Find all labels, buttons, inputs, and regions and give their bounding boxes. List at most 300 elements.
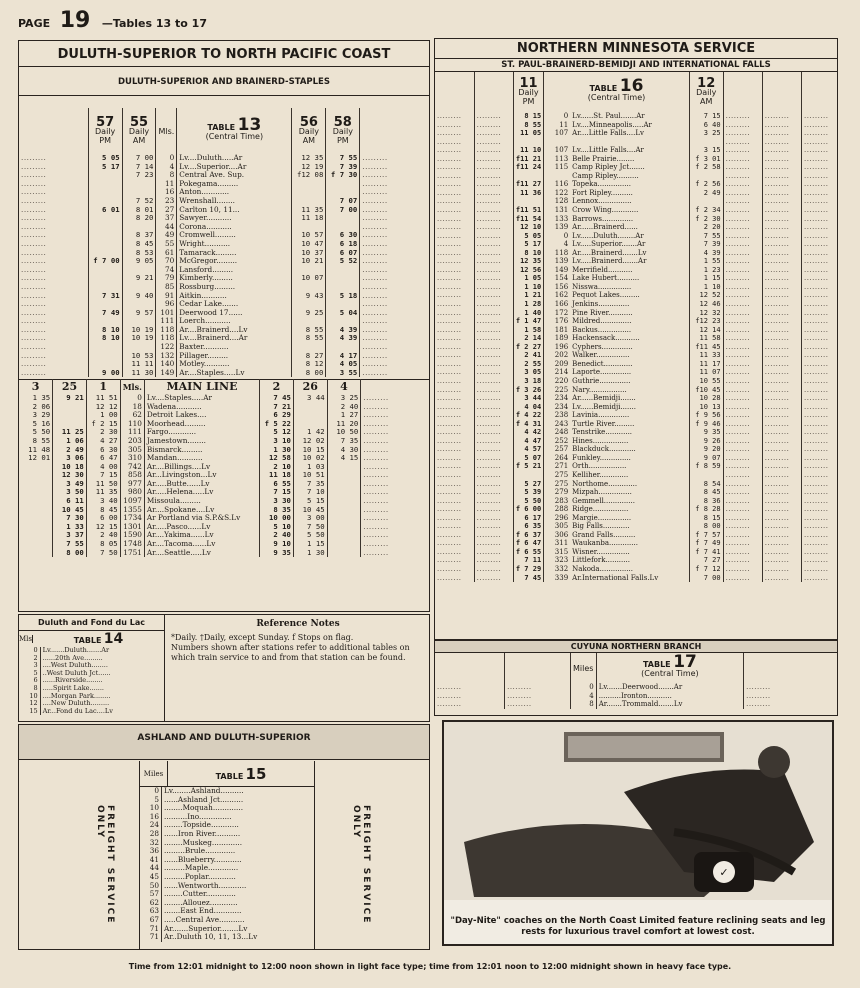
timetable-cell bbox=[326, 180, 360, 189]
timetable-cell: 1 58 bbox=[513, 326, 543, 335]
timetable-cell bbox=[122, 180, 156, 189]
page-number: 19 bbox=[59, 8, 91, 33]
table-row bbox=[19, 463, 429, 472]
timetable-cell bbox=[88, 180, 122, 189]
dot-leader: ......... bbox=[723, 223, 762, 232]
timetable-cell bbox=[88, 352, 122, 361]
dot-leader: ......... bbox=[801, 505, 837, 514]
table-row bbox=[19, 693, 164, 701]
timetable-cell: 209 Benedict............. bbox=[544, 360, 690, 369]
dot-leader: ......... bbox=[360, 300, 429, 309]
dot-leader: ......... bbox=[723, 197, 762, 206]
timetable-cell bbox=[122, 188, 156, 197]
timetable-cell: 7 50 bbox=[86, 549, 120, 558]
timetable-cell: 7 45 bbox=[260, 394, 294, 403]
dot-leader: ......... bbox=[801, 514, 837, 523]
timetable-cell: 140 bbox=[156, 360, 177, 369]
timetable-cell: 11 48 bbox=[28, 445, 51, 454]
timetable-cell: 10 45 bbox=[53, 506, 87, 515]
timetable-cell: Sawyer........... bbox=[177, 214, 292, 223]
table-14-grid bbox=[19, 647, 164, 715]
dot-leader: ......... bbox=[762, 291, 801, 300]
timetable-cell: 1301 bbox=[120, 523, 144, 532]
dot-leader: ......... bbox=[801, 309, 837, 318]
timetable-cell bbox=[19, 497, 53, 506]
timetable-cell: 7 21 bbox=[260, 403, 294, 412]
timetable-cell: 7 52 bbox=[122, 197, 156, 206]
table-row bbox=[19, 514, 429, 523]
timetable-cell: 8 20 bbox=[122, 214, 156, 223]
timetable-cell bbox=[689, 471, 723, 480]
table-row bbox=[19, 437, 429, 446]
table-row bbox=[19, 223, 429, 232]
timetable-cell: 131 Crow Wing............ bbox=[544, 206, 690, 215]
timetable-cell bbox=[122, 300, 156, 309]
timetable-cell: 37 bbox=[156, 214, 177, 223]
timetable-cell bbox=[327, 549, 361, 558]
timetable-cell: Anton............ bbox=[177, 188, 292, 197]
timetable-cell: 248 Tenstrike............ bbox=[544, 428, 690, 437]
timetable-cell: 9 21 bbox=[122, 274, 156, 283]
dot-leader: ......... bbox=[801, 368, 837, 377]
dot-leader: ......... bbox=[437, 300, 462, 309]
timetable-cell: 4 15 bbox=[327, 454, 361, 463]
dot-leader: ......... bbox=[361, 454, 429, 463]
table-17-number: 17 bbox=[673, 653, 697, 672]
dot-leader: ......... bbox=[361, 514, 429, 523]
timetable-cell: ....Morgan Park........ bbox=[40, 693, 164, 701]
table-16-grid: 11 Daily PM TABLE 16 (Central Time) 12 Daily AM ......... ......... 8 15 0 Lv......St. Paul.......Ar 7 15 ......... ......... ......... ......... ......... 8 55 11 Lv....Minneapolis.....Ar 6 40 ......... ......... ......... ......... ......... 11 05 107 Ar....Little Falls....Lv 3 25 ......... ......... ......... ......... ......... ......... ......... ......... ......... ......... 11 10 107 Lv....Little Falls....Ar 3 15 ......... ......... ......... ......... ......... f11 21 113 Belle Prairie........ f 3 01 ......... ......... ......... ......... ......... f11 24 115 Camp Ripley Jct....... f 2 58 ......... ......... ......... ......... ......... Camp Ripley.......... ......... ......... ......... ......... ......... f11 27 116 Topeka............... f 2 56 ......... ......... ......... ......... ......... 11 36 122 Fort Ripley.......... 2 49 ......... ......... ......... ......... ......... 128 Lennox............... ......... ......... ......... ......... ......... f11 51 131 Crow Wing............ f 2 34 ......... ......... ......... ......... ......... f11 54 133 Barrows.............. f 2 30 ......... ......... ......... ......... ......... 12 10 139 Ar......Brainerd...... 2 20 ......... ......... ......... ......... ......... 5 05 0 Lv......Duluth........Ar 7 55 ......... ......... ......... ......... ......... 5 17 4 Lv.....Superior.......Ar 7 39 ......... ......... ......... ......... ......... 8 10 118 Ar.....Brainerd.......Lv 4 39 ......... ......... ......... ......... ......... 12 35 139 Lv.....Brainerd.......Ar 1 55 ......... ......... ......... ......... ......... 12 56 149 Merrifield........... 1 23 ......... ......... ......... ......... ......... 1 05 154 Lake Hubert.......... 1 15 ......... ......... ......... ......... ......... 1 10 156 Nisswa............... 1 10 ......... ......... ......... ......... ......... 1 21 162 Pequot Lakes......... 12 52 ......... ......... ......... ......... ......... 1 28 166 Jenkins.............. 12 46 ......... ......... ......... ......... ......... 1 40 172 Pine River........... 12 32 ......... ......... ......... ......... ......... f 1 47 176 Mildred.............. f12 23 ......... ......... ......... ......... ......... 1 58 181 Backus............... 12 14 ......... ......... ......... ......... ......... 2 14 189 Hackensack........... 11 58 ......... ......... ......... ......... ......... f 2 27 196 Cyphers.............. f11 45 ......... ......... ......... ......... ......... 2 41 202 Walker............... 11 33 ......... ......... ......... ......... ......... 2 55 209 Benedict............. 11 17 ......... ......... ......... ......... ......... 3 05 214 Laporte.............. 11 07 ......... ......... ......... ......... ......... 3 18 220 Guthrie.............. 10 55 ......... ......... ......... ......... ......... f 3 26 225 Nary................. f10 45 ......... ......... ......... ......... ......... 3 44 234 Ar......Bemidji....... 10 28 ......... ......... ......... ......... ......... 4 04 234 Lv......Bemidji....... 10 13 ......... ......... ......... ......... ......... f 4 22 238 Lavinia.............. f 9 56 ......... ......... ......... ......... ......... f 4 31 243 Turtle River......... f 9 46 ......... ......... ......... ......... ......... 4 42 248 Tenstrike............ 9 35 ......... ......... ......... ......... ......... 4 47 252 Hines................ 9 26 ......... ......... ......... ......... ......... 4 57 257 Blackduck............ 9 20 ......... ......... ......... ......... ......... 5 07 264 Funkley.............. 9 07 ......... ......... ......... ......... ......... f 5 21 271 Orth................. f 8 59 ......... ......... ......... ......... ......... 275 Kelliher............. ......... ......... ......... ......... ......... 5 27 275 Northome............. 8 54 ......... ......... ......... ......... ......... 5 39 279 Mizpah............... 8 45 ......... ......... ......... ......... ......... 5 50 283 Gemmell.............. 8 36 ......... ......... ......... ......... ......... f 6 00 288 Ridge................ f 8 28 ......... ......... ......... ......... ......... 6 17 296 Margie............... 8 15 ......... ......... ......... ......... ......... 6 35 305 Big Falls............ 8 00 ......... ......... ......... ......... ......... f 6 37 306 Grand Falls.......... f 7 57 ......... ......... ......... ......... ......... f 6 47 311 Waukanba............. f 7 49 ......... ......... ......... ......... ......... f 6 55 315 Wisner............... f 7 41 ......... ......... ......... ......... ......... 7 11 323 Littlefork........... 7 27 ......... ......... ......... ......... ......... f 7 29 332 Nakoda............... f 7 12 ......... ......... ......... ......... ......... 7 45 339 Ar.International Falls.Lv 7 00 ......... ......... ......... bbox=[435, 72, 837, 582]
dot-leader: ......... bbox=[762, 420, 801, 429]
dot-leader: ......... bbox=[801, 172, 837, 181]
dot-leader: ......... bbox=[801, 266, 837, 275]
table-row bbox=[435, 180, 837, 189]
dot-leader: ......... bbox=[801, 574, 837, 583]
miles-value: 189 bbox=[554, 334, 569, 343]
timetable-cell: 9 35 bbox=[689, 428, 723, 437]
timetable-cell: Ar...Fond du Lac....Lv bbox=[40, 708, 164, 716]
dot-leader: ......... bbox=[801, 445, 837, 454]
timetable-cell bbox=[53, 411, 87, 420]
table-row bbox=[435, 300, 837, 309]
dot-leader: ......... bbox=[21, 343, 47, 352]
dot-leader: ......... bbox=[437, 556, 462, 565]
table-row bbox=[19, 369, 429, 378]
dot-leader: ......... bbox=[762, 351, 801, 360]
timetable-cell: 5 16 bbox=[32, 419, 51, 428]
dot-leader: ......... bbox=[762, 548, 801, 557]
timetable-cell: 113 Belle Prairie........ bbox=[544, 155, 690, 164]
table-row bbox=[435, 574, 837, 583]
timetable-cell: 7 45 bbox=[513, 574, 543, 583]
table-16-box bbox=[434, 38, 838, 640]
timetable-cell: 5 27 bbox=[513, 480, 543, 489]
dot-leader: ......... bbox=[474, 480, 513, 489]
table-row bbox=[19, 274, 429, 283]
dot-leader: ......... bbox=[723, 180, 762, 189]
dot-leader: ......... bbox=[21, 274, 47, 283]
dot-leader: ......... bbox=[437, 240, 462, 249]
timetable-cell: 305 bbox=[120, 446, 144, 455]
timetable-cell: 12 01 bbox=[28, 454, 51, 463]
dot-leader: ......... bbox=[474, 488, 513, 497]
timetable-cell: 3 25 bbox=[689, 129, 723, 138]
timetable-cell: 1 10 bbox=[689, 283, 723, 292]
timetable-cell: 1 10 bbox=[513, 283, 543, 292]
miles-value: 248 bbox=[554, 428, 569, 437]
dot-leader: ......... bbox=[762, 163, 801, 172]
timetable-cell bbox=[292, 180, 326, 189]
timetable-cell: 9 57 bbox=[122, 309, 156, 318]
dot-leader: ......... bbox=[437, 308, 462, 317]
dot-leader: ......... bbox=[437, 342, 462, 351]
table-13-grid: 57 Daily PM 55 Daily AM Mls. TABLE 13 (Central Time) 56 Daily AM 58 Daily PM ......... 5 05 7 00 0 Lv....Duluth.....Ar 12 35 7 55 ......... ......... 5 17 7 14 4 Lv....Superior....Ar 12 19 7 39 ......... ......... 7 23 8 Central Ave. Sup. f12 08 f 7 30 ......... ......... 11 Pokegama......... ......... ......... 16 Anton............ ......... ......... 7 52 23 Wrenshall........ 7 07 ......... ......... 6 01 8 01 27 Carlton 10, 11... 11 35 7 00 ......... ......... 8 20 37 Sawyer........... 11 18 ......... ......... 44 Corona........... ......... ......... 8 37 49 Cromwell......... 10 57 6 30 ......... ......... 8 45 55 Wright........... 10 47 6 18 ......... ......... 8 53 61 Tamarack......... 10 37 6 07 ......... ......... f 7 00 9 05 70 McGregor......... 10 21 5 52 ......... ......... 74 Lansford......... ......... ......... 9 21 79 Kimberly......... 10 07 ......... ......... 85 Rossburg......... ......... ......... 7 31 9 40 91 Aitkin........... 9 43 5 18 ......... ......... 96 Cedar Lake....... ......... ......... 7 49 9 57 101 Deerwood 17...... 9 25 5 04 ......... ......... 111 Loerch........... ......... ......... 8 10 10 19 118 Ar....Brainerd....Lv 8 55 4 39 ......... ......... 8 10 10 19 118 Lv....Brainerd....Ar 8 55 4 39 ......... ......... 122 Baxter........... ......... ......... 10 53 132 Pillager......... 8 27 4 17 ......... ......... 11 11 140 Motley........... 8 12 4 05 ......... ......... 9 00 11 30 149 Ar....Staples.....Lv 8 00 3 55 ......... bbox=[19, 108, 429, 377]
timetable-cell: 10 13 bbox=[689, 403, 723, 412]
timetable-cell: 323 Littlefork........... bbox=[544, 556, 690, 565]
timetable-cell: 1 15 bbox=[293, 540, 327, 549]
timetable-cell: 7 07 bbox=[326, 197, 360, 206]
dot-leader: ......... bbox=[474, 197, 513, 206]
timetable-cell: 11 25 bbox=[53, 428, 87, 437]
timetable-cell: 115 Camp Ripley Jct....... bbox=[544, 163, 690, 172]
table-row bbox=[19, 540, 429, 549]
timetable-cell: 7 39 bbox=[689, 240, 723, 249]
miles-value: 154 bbox=[554, 274, 569, 283]
timetable-cell: 7 49 bbox=[88, 309, 122, 318]
dot-leader: ......... bbox=[361, 437, 429, 446]
timetable-cell bbox=[88, 188, 122, 197]
timetable-cell bbox=[88, 240, 122, 249]
dot-leader: ......... bbox=[474, 291, 513, 300]
timetable-cell: f12 23 bbox=[689, 317, 723, 326]
timetable-cell: Lv....Brainerd....Ar bbox=[177, 334, 292, 343]
dot-leader: ......... bbox=[723, 360, 762, 369]
timetable-cell: 8 01 bbox=[122, 206, 156, 215]
timetable-cell bbox=[19, 506, 53, 515]
miles-value: 214 bbox=[554, 368, 569, 377]
dot-leader: ......... bbox=[474, 206, 513, 215]
dot-leader: ......... bbox=[437, 154, 462, 163]
timetable-cell: 2 55 bbox=[513, 360, 543, 369]
dot-leader: ......... bbox=[723, 488, 762, 497]
dot-leader: ......... bbox=[474, 300, 513, 309]
timetable-cell: 3 37 bbox=[53, 531, 87, 540]
table-row bbox=[19, 343, 429, 352]
dot-leader: ......... bbox=[21, 368, 47, 377]
miles-value: 257 bbox=[554, 445, 569, 454]
timetable-cell: 0 Lv......Duluth........Ar bbox=[544, 232, 690, 241]
timetable-cell: 1734 bbox=[120, 514, 144, 523]
dot-leader: ......... bbox=[437, 282, 462, 291]
timetable-cell: ........Muskeg............. bbox=[162, 839, 314, 848]
page-header bbox=[18, 8, 207, 33]
miles-value: 323 bbox=[554, 556, 569, 565]
timetable-cell: 1 28 bbox=[513, 300, 543, 309]
timetable-cell: 10 37 bbox=[292, 249, 326, 258]
timetable-cell bbox=[292, 300, 326, 309]
dot-leader: ......... bbox=[723, 334, 762, 343]
table-row bbox=[140, 839, 314, 848]
table-row bbox=[435, 394, 837, 403]
timetable-cell: 8 27 bbox=[292, 352, 326, 361]
miles-value: 238 bbox=[554, 411, 569, 420]
table-row bbox=[19, 266, 429, 275]
dot-leader: ......... bbox=[437, 274, 462, 283]
timetable-cell bbox=[122, 343, 156, 352]
timetable-cell: 7 00 bbox=[326, 206, 360, 215]
dot-leader: ......... bbox=[474, 548, 513, 557]
dot-leader: ......... bbox=[801, 437, 837, 446]
timetable-cell: 10 19 bbox=[122, 334, 156, 343]
timetable-cell: 5 04 bbox=[326, 309, 360, 318]
timetable-cell: 11 35 bbox=[292, 206, 326, 215]
timetable-cell: f 2 30 bbox=[689, 215, 723, 224]
timetable-cell: f 5 22 bbox=[260, 420, 294, 429]
timetable-cell: 32 bbox=[149, 838, 160, 847]
dot-leader: ......... bbox=[505, 700, 571, 709]
dot-leader: ......... bbox=[762, 257, 801, 266]
dot-leader: ......... bbox=[474, 428, 513, 437]
timetable-cell: 2 06 bbox=[32, 402, 51, 411]
dot-leader: ......... bbox=[505, 683, 571, 692]
timetable-cell: 8 37 bbox=[122, 231, 156, 240]
table-row bbox=[140, 830, 314, 839]
timetable-cell: 0 bbox=[33, 647, 38, 654]
timetable-cell: 44 bbox=[149, 864, 160, 873]
table-16-number: 16 bbox=[619, 76, 644, 96]
timetable-cell bbox=[88, 197, 122, 206]
miles-value: 220 bbox=[554, 376, 569, 385]
dot-leader: ......... bbox=[723, 462, 762, 471]
timetable-cell: 122 Fort Ripley.......... bbox=[544, 189, 690, 198]
dot-leader: ......... bbox=[21, 317, 47, 326]
timetable-cell: 55 bbox=[156, 240, 177, 249]
dot-leader: ......... bbox=[437, 359, 462, 368]
timetable-cell: 18 bbox=[120, 403, 144, 412]
table-15-box: ASHLAND AND DULUTH-SUPERIOR FREIGHT SERVICE ONLY FREIGHT SERVICE ONLY Miles TABLE 15 0 Lv........Ashland.......... 5 ......Ashland Jct.......... 10 ........Moquah............. 16 ..........Ino.............. 24 ........Topside............ 28 ......Iron River........... 32 ........Muskeg............. 36 .........Brule............. 41 ......Blueberry............ 44 .........Maple............. 45 .........Poplar............ 50 ......Wentworth............ 57 ........Cutter............. 62 ........Allouez............ 63 .......East End............ 67 .....Central Ave........... 71 Ar.......Superior........Lv 71 Ar..Duluth 10, 11, 13...Lv bbox=[18, 724, 430, 950]
table-row bbox=[435, 189, 837, 198]
miles-value: 0 bbox=[563, 231, 569, 240]
timetable-cell bbox=[292, 317, 326, 326]
timetable-cell bbox=[326, 274, 360, 283]
timetable-cell: 12 19 bbox=[292, 163, 326, 172]
dot-leader: ......... bbox=[723, 471, 762, 480]
dot-leader: ......... bbox=[762, 206, 801, 215]
timetable-cell: f 4 31 bbox=[513, 420, 543, 429]
table-15-title: ASHLAND AND DULUTH-SUPERIOR bbox=[19, 725, 429, 760]
timetable-cell: 8 54 bbox=[689, 480, 723, 489]
table-14-heading: Duluth and Fond du Lac bbox=[38, 618, 145, 627]
dot-leader: ......... bbox=[762, 189, 801, 198]
timetable-cell: .........Maple............. bbox=[162, 864, 314, 873]
table-row bbox=[19, 471, 429, 480]
timetable-cell: 8 45 bbox=[122, 240, 156, 249]
timetable-cell: 0 bbox=[120, 394, 144, 403]
dot-leader: ......... bbox=[723, 556, 762, 565]
dot-leader: ......... bbox=[437, 462, 462, 471]
timetable-cell: f11 45 bbox=[689, 343, 723, 352]
dot-leader: ......... bbox=[21, 291, 47, 300]
dot-leader: ......... bbox=[723, 317, 762, 326]
dot-leader: ......... bbox=[723, 129, 762, 138]
timetable-cell: 8 55 bbox=[292, 326, 326, 335]
timetable-cell: 1590 bbox=[120, 531, 144, 540]
table-row bbox=[435, 215, 837, 224]
timetable-cell: 858 bbox=[120, 471, 144, 480]
timetable-cell: 111 bbox=[120, 428, 144, 437]
dot-leader: ......... bbox=[437, 394, 462, 403]
dot-leader: ......... bbox=[437, 539, 462, 548]
timetable-cell bbox=[88, 317, 122, 326]
dot-leader: ......... bbox=[762, 146, 801, 155]
dot-leader: ......... bbox=[474, 283, 513, 292]
dot-leader: ......... bbox=[474, 565, 513, 574]
dot-leader: ......... bbox=[762, 539, 801, 548]
dot-leader: ......... bbox=[361, 523, 429, 532]
dot-leader: ......... bbox=[801, 377, 837, 386]
timetable-cell: 7 23 bbox=[122, 171, 156, 180]
miles-value: 133 bbox=[554, 214, 569, 223]
timetable-cell: 3 05 bbox=[513, 368, 543, 377]
dot-leader: ......... bbox=[723, 291, 762, 300]
table-row bbox=[435, 283, 837, 292]
dot-leader: ......... bbox=[723, 368, 762, 377]
timetable-cell: 4 00 bbox=[86, 463, 120, 472]
table-row bbox=[435, 428, 837, 437]
timetable-cell: f 7 57 bbox=[689, 531, 723, 540]
dot-leader: ......... bbox=[474, 531, 513, 540]
timetable-cell: 6 40 bbox=[689, 121, 723, 130]
dot-leader: ......... bbox=[361, 411, 429, 420]
dot-leader: ......... bbox=[723, 420, 762, 429]
timetable-cell: Ar....Staples.....Lv bbox=[177, 369, 292, 378]
table-row bbox=[140, 856, 314, 865]
dot-leader: ......... bbox=[762, 565, 801, 574]
timetable-cell bbox=[122, 223, 156, 232]
timetable-cell bbox=[327, 471, 361, 480]
miles-value: 107 bbox=[554, 129, 569, 138]
timetable-cell: ..West Duluth Jct...... bbox=[40, 670, 164, 678]
timetable-cell: 12 30 bbox=[53, 471, 87, 480]
dot-leader: ......... bbox=[723, 351, 762, 360]
timetable-cell: 10 45 bbox=[293, 506, 327, 515]
timetable-cell: Ar.....Pasco......Lv bbox=[144, 523, 259, 532]
timetable-cell bbox=[53, 403, 87, 412]
dot-leader: ......... bbox=[723, 283, 762, 292]
timetable-cell: 10 55 bbox=[689, 377, 723, 386]
timetable-cell: 10 28 bbox=[689, 394, 723, 403]
dot-leader: ......... bbox=[361, 488, 429, 497]
timetable-cell: 5 10 bbox=[260, 523, 294, 532]
timetable-cell: 3 10 bbox=[260, 437, 294, 446]
timetable-cell: 8 36 bbox=[689, 497, 723, 506]
timetable-cell: 118 bbox=[156, 326, 177, 335]
dot-leader: ......... bbox=[474, 240, 513, 249]
dot-leader: ......... bbox=[762, 121, 801, 130]
table-row bbox=[140, 925, 314, 934]
dot-leader: ......... bbox=[801, 138, 837, 147]
dot-leader: ......... bbox=[360, 343, 429, 352]
table-row bbox=[19, 655, 164, 663]
dot-leader: ......... bbox=[21, 300, 47, 309]
table-row bbox=[19, 334, 429, 343]
dot-leader: ......... bbox=[437, 368, 462, 377]
table-row bbox=[435, 454, 837, 463]
timetable-cell: Pokegama......... bbox=[177, 180, 292, 189]
timetable-cell: 5 05 bbox=[513, 232, 543, 241]
timetable-cell: 5 50 bbox=[513, 497, 543, 506]
timetable-cell bbox=[327, 488, 361, 497]
dot-leader: ......... bbox=[474, 129, 513, 138]
table-row bbox=[435, 565, 837, 574]
miles-value: 234 bbox=[554, 394, 569, 403]
dot-leader: ......... bbox=[801, 189, 837, 198]
timetable-cell: 11 11 bbox=[122, 360, 156, 369]
dot-leader: ......... bbox=[474, 189, 513, 198]
dot-leader: ......... bbox=[762, 445, 801, 454]
table-row bbox=[140, 787, 314, 796]
left-subtitle: DULUTH-SUPERIOR AND BRAINERD-STAPLES bbox=[19, 67, 429, 96]
timetable-cell: 12 10 bbox=[513, 223, 543, 232]
timetable-cell: Cromwell......... bbox=[177, 231, 292, 240]
dot-leader: ......... bbox=[360, 283, 429, 292]
timetable-cell: 71 bbox=[149, 924, 160, 933]
dot-leader: ......... bbox=[474, 317, 513, 326]
timetable-cell: 7 35 bbox=[293, 480, 327, 489]
timetable-cell: 2 14 bbox=[513, 334, 543, 343]
dot-leader: ......... bbox=[360, 249, 429, 258]
timetable-cell: 7 15 bbox=[86, 471, 120, 480]
timetable-cell: 45 bbox=[149, 872, 160, 881]
timetable-cell: 238 Lavinia.............. bbox=[544, 411, 690, 420]
table-row bbox=[19, 670, 164, 678]
dot-leader: ......... bbox=[360, 154, 429, 163]
timetable-cell bbox=[19, 463, 53, 472]
svg-text:✓: ✓ bbox=[719, 866, 729, 879]
timetable-cell: ..........Ino.............. bbox=[162, 813, 314, 822]
timetable-cell: 2 10 bbox=[260, 463, 294, 472]
dot-leader: ......... bbox=[360, 223, 429, 232]
timetable-cell bbox=[293, 420, 327, 429]
table-row bbox=[19, 394, 429, 403]
timetable-cell bbox=[327, 540, 361, 549]
dot-leader: ......... bbox=[474, 121, 513, 130]
table-row bbox=[19, 523, 429, 532]
dot-leader: ......... bbox=[801, 283, 837, 292]
table-14-box: Duluth and Fond du Lac Mls TABLE 14 0 Lv.......Duluth.......Ar 2 ......20th Ave......... 3 ....West Duluth........ 5 ..West Duluth Jct...... 6 ......Riverside........ 8 .....Spirit Lake....... 10 ....Morgan Park........ 12 ....New Duluth......... 15 Ar...Fond du Lac....Lv Reference Notes *Daily. †Daily, except Sunday. f Stops on flag. Numbers shown after stations refer to additional tables on which train service to and from that station can be found. bbox=[18, 614, 430, 722]
timetable-cell bbox=[326, 188, 360, 197]
table-row bbox=[435, 334, 837, 343]
dot-leader: ......... bbox=[723, 309, 762, 318]
timetable-cell: 181 Backus............... bbox=[544, 326, 690, 335]
table-row bbox=[19, 685, 164, 693]
timetable-cell: 5 52 bbox=[326, 257, 360, 266]
miles-value: 264 bbox=[554, 453, 569, 462]
table-row bbox=[435, 351, 837, 360]
dot-leader: ......... bbox=[474, 539, 513, 548]
timetable-cell: 11 20 bbox=[327, 420, 361, 429]
dot-leader: ......... bbox=[744, 683, 837, 692]
dot-leader: ......... bbox=[762, 232, 801, 241]
timetable-cell: 7 00 bbox=[689, 574, 723, 583]
timetable-cell: f 5 21 bbox=[513, 462, 543, 471]
dot-leader: ......... bbox=[437, 231, 462, 240]
dot-leader: ......... bbox=[474, 360, 513, 369]
timetable-cell: Lv........Ashland.......... bbox=[162, 787, 314, 796]
timetable-cell: 4 04 bbox=[513, 403, 543, 412]
timetable-cell: ........Cutter............. bbox=[162, 890, 314, 899]
dot-leader: ......... bbox=[801, 300, 837, 309]
